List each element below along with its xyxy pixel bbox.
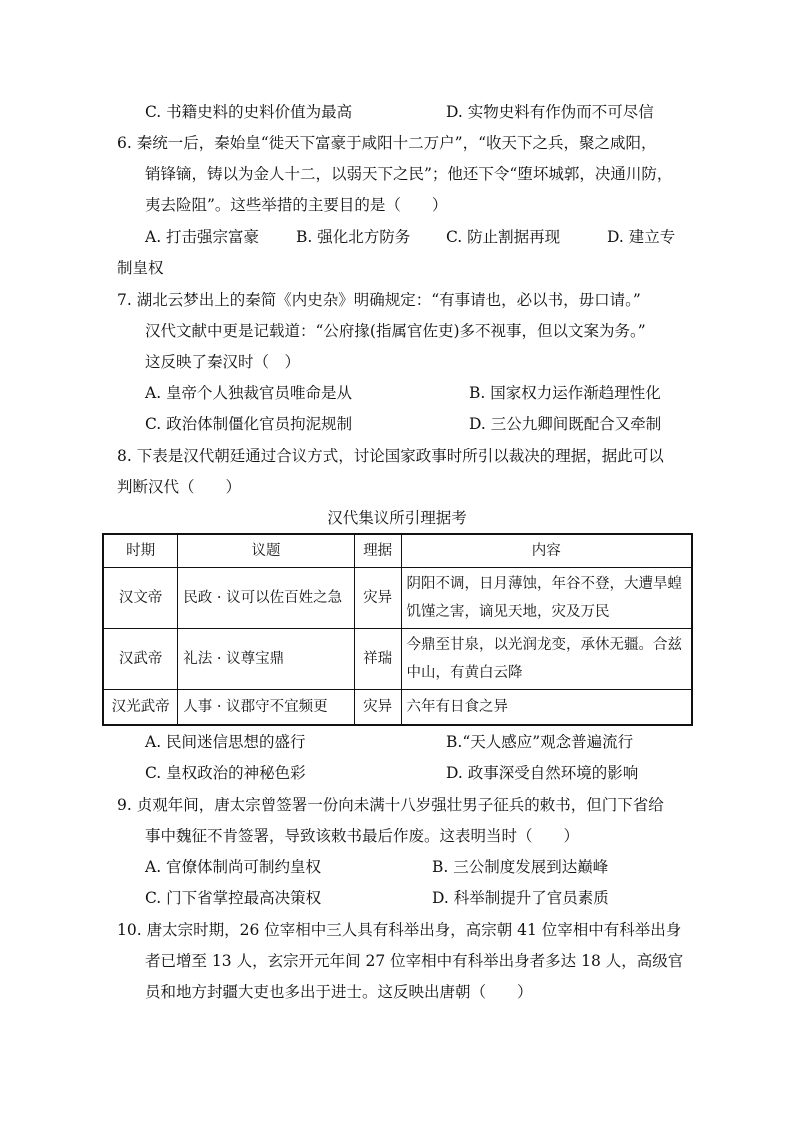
q6-stem-line3: 夷去险阻”。这些举措的主要目的是（ ） [145, 196, 448, 214]
q8-table-title: 汉代集议所引理据考 [327, 509, 467, 527]
q7-option-d: D. 三公九卿间既配合又牵制 [469, 415, 662, 433]
cell-period: 汉光武帝 [103, 690, 178, 726]
q7-option-b: B. 国家权力运作渐趋理性化 [469, 384, 661, 402]
q9-option-c: C. 门下省掌控最高决策权 [145, 889, 322, 907]
table-row [103, 568, 692, 629]
cell-basis: 灾异 [354, 568, 401, 629]
table-row [103, 629, 692, 690]
cell-content: 今鼎至甘泉，以光润龙变，承休无疆。合兹中山，有黄白云降 [401, 629, 692, 690]
q9-option-d: D. 科举制提升了官员素质 [432, 889, 609, 907]
q8-option-b: B.“天人感应”观念普遍流行 [446, 733, 634, 751]
q7-stem-line3: 这反映了秦汉时（ ） [145, 353, 301, 371]
q10-stem-line2: 者已增至 13 人，玄宗开元年间 27 位宰相中有科举出身者多达 18 人，高级官 [145, 952, 684, 970]
cell-content: 阴阳不调，日月薄蚀，年谷不登，大遭旱蝗饥馑之害，谪见天地，灾及万民 [401, 568, 692, 629]
q9-stem-line2: 事中魏征不肯签署，导致该敕书最后作废。这表明当时（ ） [145, 827, 580, 845]
cell-topic: 礼法 · 议尊宝鼎 [178, 629, 354, 690]
q6-stem-line1: 6. 秦统一后，秦始皇“徙天下富豪于咸阳十二万户”，“收天下之兵，聚之咸阳， [117, 134, 657, 152]
q9-option-a: A. 官僚体制尚可制约皇权 [145, 858, 322, 876]
q6-stem-line2: 销锋镝，铸以为金人十二，以弱天下之民”；他还下令“堕坏城郭，决通川防， [145, 165, 673, 183]
cell-topic: 民政 · 议可以佐百姓之急 [178, 568, 354, 629]
q8-option-d: D. 政事深受自然环境的影响 [446, 764, 639, 782]
q9-stem-line1: 9. 贞观年间，唐太宗曾签署一份向未满十八岁强壮男子征兵的敕书，但门下省给 [117, 796, 664, 814]
q6-option-a: A. 打击强宗富豪 [145, 228, 260, 246]
cell-basis: 灾异 [354, 690, 401, 726]
cell-topic: 人事 · 议郡守不宜频更 [178, 690, 354, 726]
q5-option-d: D. 实物史料有作伪而不可尽信 [446, 103, 654, 121]
header-period: 时期 [103, 534, 178, 568]
q10-stem-line3: 员和地方封疆大吏也多出于进士。这反映出唐朝（ ） [145, 983, 533, 1001]
cell-period: 汉文帝 [103, 568, 178, 629]
cell-basis: 祥瑞 [354, 629, 401, 690]
q8-table [102, 533, 693, 726]
q6-option-d-cont: 制皇权 [117, 259, 164, 277]
q7-stem-line2: 汉代文献中更是记载道：“公府掾(指属官佐吏)多不视事，但以文案为务。” [145, 322, 646, 340]
cell-period: 汉武帝 [103, 629, 178, 690]
q7-stem-line1: 7. 湖北云梦出上的秦简《内史杂》明确规定：“有事请也，必以书，毋口请。” [117, 291, 641, 309]
header-topic: 议题 [178, 534, 354, 568]
q7-option-a: A. 皇帝个人独裁官员唯命是从 [145, 384, 353, 402]
header-basis: 理据 [354, 534, 401, 568]
header-content: 内容 [401, 534, 692, 568]
table-header-row [103, 534, 692, 568]
q6-option-d: D. 建立专 [607, 228, 676, 246]
q8-stem-line2: 判断汉代（ ） [117, 478, 242, 496]
q8-stem-line1: 8. 下表是汉代朝廷通过合议方式，讨论国家政事时所引以裁决的理据，据此可以 [117, 447, 664, 465]
table-row [103, 690, 692, 726]
q5-option-c: C. 书籍史料的史料价值为最高 [145, 103, 353, 121]
q9-option-b: B. 三公制度发展到达巅峰 [432, 858, 609, 876]
q8-option-c: C. 皇权政治的神秘色彩 [145, 764, 306, 782]
cell-content: 六年有日食之异 [401, 690, 692, 726]
q8-option-a: A. 民间迷信思想的盛行 [145, 733, 306, 751]
q6-option-c: C. 防止割据再现 [446, 228, 561, 246]
q10-stem-line1: 10. 唐太宗时期，26 位宰相中三人具有科举出身，高宗朝 41 位宰相中有科举出身 [117, 921, 682, 939]
q6-option-b: B. 强化北方防务 [296, 228, 411, 246]
q7-option-c: C. 政治体制僵化官员拘泥规制 [145, 415, 353, 433]
